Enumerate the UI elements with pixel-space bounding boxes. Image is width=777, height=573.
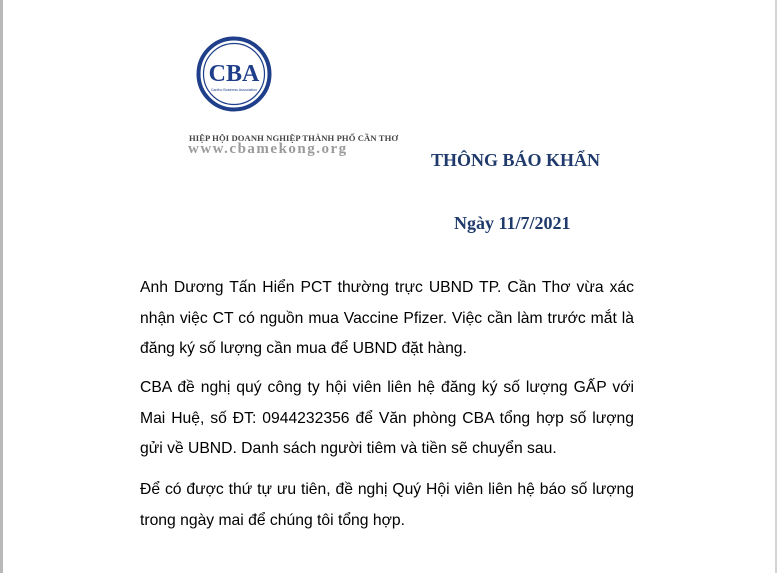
body-paragraph-1: Anh Dương Tấn Hiển PCT thường trực UBND TP. Cần Thơ vừa xác nhận việc CT có nguồn mua Vaccine Pfizer. Việc cần làm trước mắt là đăng ký số lượng cần mua để UBND đặt hàng. — [140, 279, 634, 357]
organization-name: HIỆP HỘI DOANH NGHIỆP THÀNH PHỐ CẦN THƠ — [189, 133, 399, 143]
logo-abbr: CBA — [208, 61, 260, 87]
logo-tagline: Cantho Business Association — [210, 88, 258, 92]
notice-date: Ngày 11/7/2021 — [454, 213, 571, 233]
notice-title: THÔNG BÁO KHẨN — [431, 150, 601, 170]
body-paragraph-2: CBA đề nghị quý công ty hội viên liên hệ đăng ký số lượng GẤP với Mai Huệ, số ĐT: 0944232356 để Văn phòng CBA tổng hợp số lượng gửi về UBND. Danh sách người tiêm và tiền sẽ chuyển sau. — [140, 379, 634, 457]
cba-logo — [196, 36, 272, 112]
page-left-edge — [0, 0, 3, 573]
body-paragraph-3: Để có được thứ tự ưu tiên, đề nghị Quý Hội viên liên hệ báo số lượng trong ngày mai để chúng tôi tổng hợp. — [140, 481, 634, 529]
organization-website: www.cbamekong.org — [188, 141, 348, 157]
